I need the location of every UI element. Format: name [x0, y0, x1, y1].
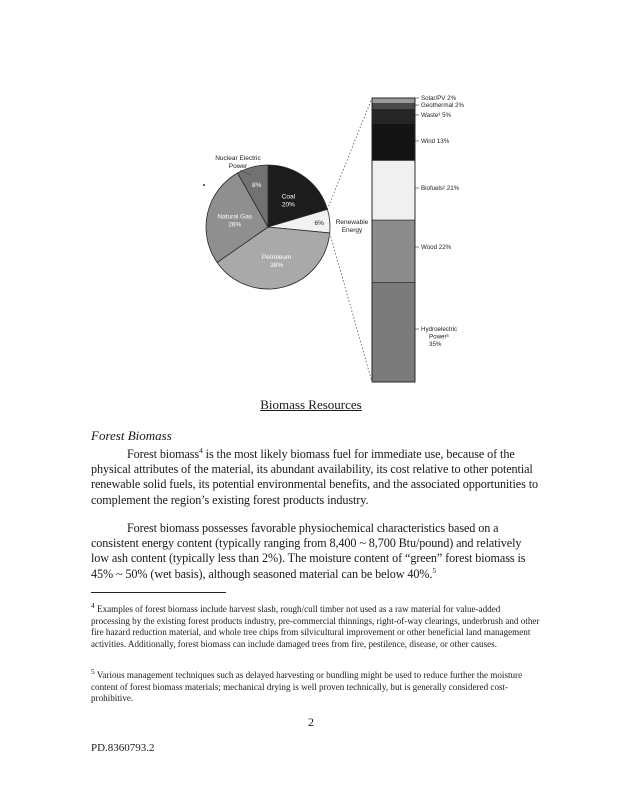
bar-label-biofuels: Biofuels² 21%	[421, 185, 460, 193]
bar-label-hydroelectric-power-1: Hydroelectric	[421, 326, 458, 334]
pie-label-coal-name: Coal	[281, 193, 296, 201]
bar-label-wind: Wind 13%	[421, 138, 450, 146]
bar-label-hydroelectric-power-3: 35%	[429, 341, 442, 349]
stray-dot	[203, 184, 205, 186]
pie-label-petroleum-name: Petroleum	[261, 253, 292, 261]
nuclear-label-line-2: Power	[228, 163, 248, 170]
bar-label-hydroelectric-power-2: Power³	[429, 333, 449, 341]
paragraph-2: Forest biomass possesses favorable physiochemical characteristics based on a consistent energy content (typically ranging from 8,400 ~ 8,700 Btu/pound) and relatively low ash content (typically less than 2%). The moisture content of “green” forest biomass is 45% ~ 50% (wet basis), although seasoned material can be below 40%.$^5$	[91, 521, 526, 581]
renewable-label-line-1: Renewable	[335, 219, 369, 226]
renewable-stacked-bar	[372, 95, 464, 382]
bar-segment-hydroelectric-power	[372, 283, 415, 382]
bar-segment-wind	[372, 124, 415, 161]
footnote-4: $^4$ Examples of forest biomass include harvest slash, rough/cull timber not used as a raw material for value-added processing by the existing forest products industry, pre-commercial thinnings, right-of-way clearings, underbrush and other fire hazard reduction material, and whole tree chips from silvicultural improvement or other beneficial land management activities. Additionally, forest biomass can include damaged trees from fire, pestilence, disease, or other causes.	[91, 600, 540, 649]
pie-label-petroleum-value: 38%	[270, 261, 284, 269]
page-number: 2	[308, 715, 314, 729]
footnote-5: $^5$ Various management techniques such as delayed harvesting or bundling might be used to reduce further the moisture content of forest biomass materials; mechanical drying is well proven technically, but is generally considered cost-prohibitive.	[91, 666, 523, 704]
pie-label-natural-gas-name: Natural Gas	[217, 213, 253, 221]
bar-segment-biofuels	[372, 160, 415, 220]
bar-segment-solar-pv	[372, 98, 415, 104]
bar-segment-geothermal	[372, 104, 415, 110]
pie-label-renewable-energy: 6%	[314, 220, 324, 228]
paragraph-1: Forest biomass$^4$ is the most likely biomass fuel for immediate use, because of the physical attributes of the material, its abundant availability, its cost relative to other potential renewable solid fuels, its potential environmental benefits, and the associated opportunities to complement the region’s existing forest products industry.	[91, 445, 538, 507]
energy-pie-chart	[203, 155, 369, 289]
section-title: Forest Biomass	[91, 428, 172, 443]
bar-label-waste: Waste³ 5%	[421, 112, 452, 120]
bar-segment-waste	[372, 109, 415, 123]
footnote-rule	[91, 592, 226, 593]
bar-label-solar-pv: Solar/PV 2%	[421, 95, 457, 103]
renewable-label-line-2: Energy	[341, 227, 363, 234]
pie-label-coal-value: 20%	[281, 201, 295, 209]
connector-top	[327, 98, 372, 209]
connector-bottom	[330, 233, 372, 382]
document-id: PD.8360793.2	[91, 742, 155, 754]
bar-label-wood: Wood 22%	[421, 244, 452, 252]
bar-label-geothermal: Geothermal 2%	[421, 102, 464, 110]
pie-label-nuclear-electric-power: 8%	[251, 181, 262, 189]
figure-caption: Biomass Resources	[260, 397, 362, 412]
nuclear-label-line-1: Nuclear Electric	[215, 155, 261, 162]
pie-label-natural-gas-value: 26%	[228, 221, 242, 229]
bar-segment-wood	[372, 220, 415, 282]
connector-lines	[327, 98, 372, 382]
